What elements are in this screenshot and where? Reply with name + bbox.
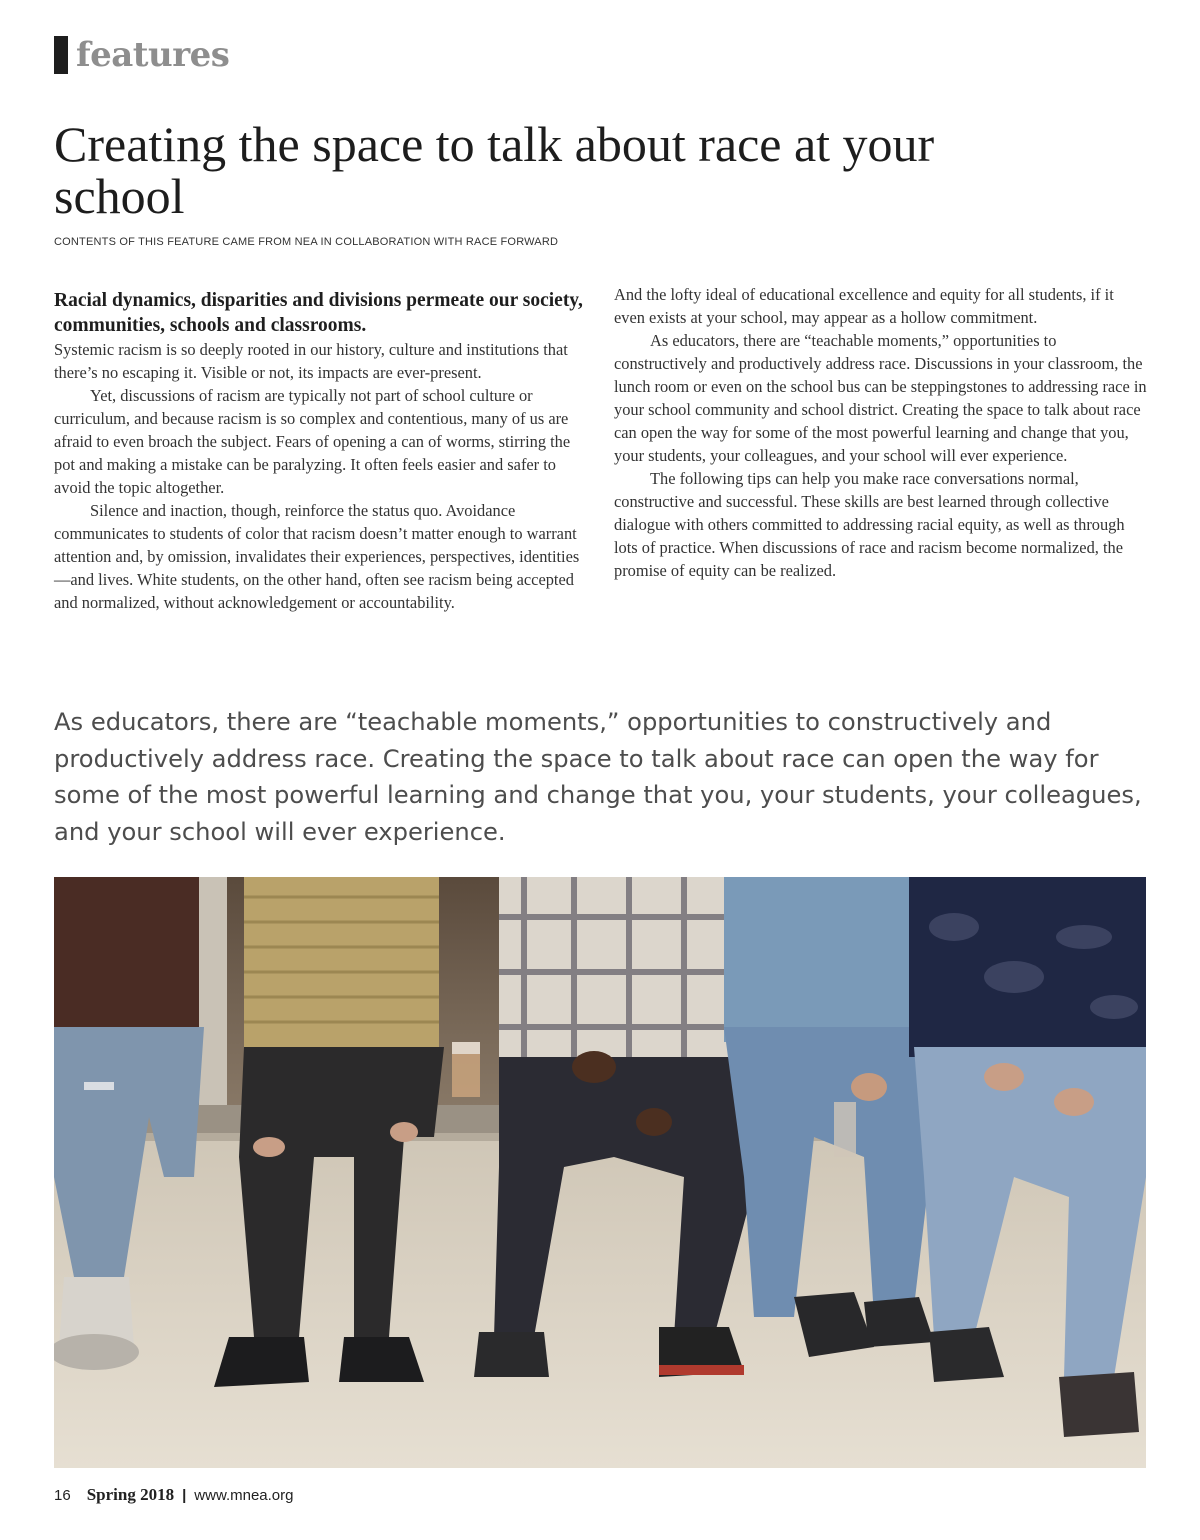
section-marker-bar [54,36,68,74]
pull-quote: As educators, there are “teachable moments,” opportunities to constructively and productively address race. Creating the space to talk about race can open the way for some of the most powerful learning and change that you, your students, your colleagues, and your school will ever experience. [54,708,1142,846]
article-column-right [614,283,1148,582]
page-footer [54,1485,294,1505]
students-sitting-on-wall-illustration [54,877,1146,1468]
article-column-left [54,286,586,614]
section-label: features [76,35,230,75]
footer-separator: | [182,1487,187,1504]
paragraph-4: And the lofty ideal of educational excellence and equity for all students, if it even exists at your school, may appear as a hollow commitment. [614,285,1114,327]
feature-photo [54,877,1146,1468]
website-link[interactable]: www.mnea.org [194,1487,294,1504]
article-lead: Racial dynamics, disparities and divisions permeate our society, communities, schools and classrooms. [54,290,583,336]
paragraph-2: Yet, discussions of racism are typically not part of school culture or curriculum, and because racism is so complex and contentious, many of us are afraid to even broach the subject. Fears of opening a can of worms, stirring the pot and making a mistake can be paralyzing. It often feels easier and safer to avoid the topic altogether. [54,386,571,497]
issue-label: Spring 2018 [86,1485,175,1504]
page-number: 16 [54,1487,71,1504]
section-header [54,36,229,74]
article-title: Creating the space to talk about race at your school [54,116,935,224]
article-credit: CONTENTS OF THIS FEATURE CAME FROM NEA IN COLLABORATION WITH RACE FORWARD [54,236,559,248]
paragraph-6: The following tips can help you make race conversations normal, constructive and successful. These skills are best learned through collective dialogue with others committed to addressing racial equity, as well as through lots of practice. When discussions of race and racism become normalized, the promise of equity can be realized. [614,469,1125,580]
paragraph-1: Systemic racism is so deeply rooted in our history, culture and institutions that there’s no escaping it. Visible or not, its impacts are ever-present. [54,340,568,382]
paragraph-5: As educators, there are “teachable moments,” opportunities to constructively and productively address race. Discussions in your classroom, the lunch room or even on the school bus can be steppingstones to addressing race in your school community and school district. Creating the space to talk about race can open the way for some of the most powerful learning and change that you, your students, your colleagues, and your school will ever experience. [614,331,1147,465]
paragraph-3: Silence and inaction, though, reinforce the status quo. Avoidance communicates to students of color that racism doesn’t matter enough to warrant attention and, by omission, invalidates their experiences, perspectives, identities—and lives. White students, on the other hand, often see racism being accepted and normalized, without acknowledgement or accountability. [54,501,580,612]
